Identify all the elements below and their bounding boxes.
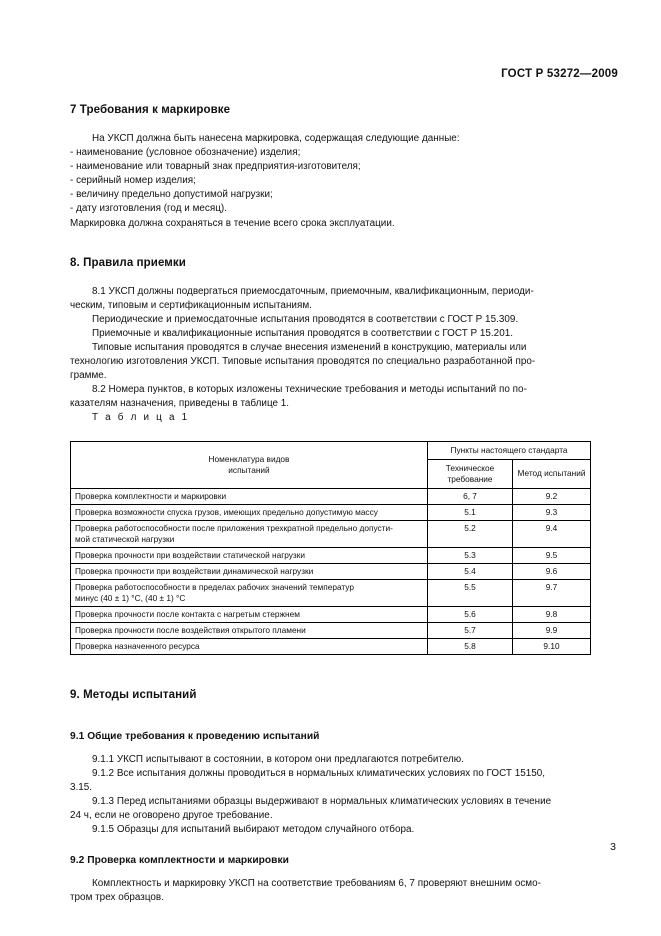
table-row	[71, 563, 591, 579]
table-cell-technical: 5.5	[428, 579, 513, 606]
table-cell-method: 9.8	[513, 606, 591, 622]
document-body	[70, 104, 590, 905]
section-8-line-9: казателям назначения, приведены в таблице 1.	[70, 398, 290, 410]
table-cell-name-line: Проверка работоспособности после приложения трехкратной предельно допусти-	[75, 522, 393, 533]
table-cell-name-line: Проверка комплектности и маркировки	[75, 490, 227, 501]
section-9-1-title: 9.1 Общие требования к проведению испытаний	[70, 730, 320, 742]
table-cell-technical: 5.1	[428, 504, 513, 520]
table-cell-method: 9.9	[513, 622, 591, 638]
section-9-2-title: 9.2 Проверка комплектности и маркировки	[70, 855, 289, 867]
section-7-title: 7 Требования к маркировке	[70, 104, 231, 116]
section-9-1-line-4: 9.1.3 Перед испытаниями образцы выдерживают в нормальных климатических условиях в течение	[92, 795, 552, 807]
table-cell-method: 9.5	[513, 547, 591, 563]
table-row	[71, 488, 591, 504]
table-cell-technical: 5.8	[428, 638, 513, 654]
table-header-row-1	[71, 441, 591, 459]
document-standard-header: ГОСТ Р 53272—2009	[501, 68, 618, 80]
section-8-line-6: технологию изготовления УКСП. Типовые испытания проводятся по специально разработанной про-	[70, 356, 536, 368]
section-8-line-1: 8.1 УКСП должны подвергаться приемосдаточным, приемочным, квалификационным, периоди-	[92, 285, 534, 297]
section-9-1-line-5: 24 ч, если не оговорено другое требование.	[70, 809, 273, 821]
table-cell-name-line: Проверка работоспособности в пределах рабочих значений температур	[75, 581, 354, 592]
table-cell-name-line: Проверка прочности при воздействии статической нагрузки	[75, 549, 305, 560]
table-cell-technical: 5.3	[428, 547, 513, 563]
spacer-after-section-7	[70, 231, 590, 257]
table-header-test-method: Метод испытаний	[513, 459, 591, 488]
table-cell-method: 9.4	[513, 520, 591, 547]
section-9-2-line-1: Комплектность и маркировку УКСП на соответствие требованиям 6, 7 проверяют внешним осмо-	[92, 878, 541, 890]
table-row	[71, 520, 591, 547]
section-9-1-line-1: 9.1.1 УКСП испытывают в состоянии, в котором они предлагаются потребителю.	[92, 753, 465, 765]
table-cell-name	[71, 504, 428, 520]
table-cell-name-line: Проверка прочности при воздействии динамической нагрузки	[75, 565, 314, 576]
table-cell-name-line: минус (40 ± 1) °С, (40 ± 1) °С	[75, 592, 186, 603]
section-9-1-paragraph	[70, 753, 590, 838]
section-7-line-7: Маркировка должна сохраняться в течение всего срока эксплуатации.	[70, 217, 395, 229]
table-cell-name	[71, 622, 428, 638]
table-row	[71, 547, 591, 563]
table-row	[71, 638, 591, 654]
spacer-after-section-9-title	[70, 717, 590, 731]
table-row	[71, 504, 591, 520]
section-7-line-2: - наименование (условное обозначение) изделия;	[70, 147, 301, 159]
page-number: 3	[610, 841, 616, 853]
section-9-1-line-3: 3.15.	[70, 781, 93, 793]
table-cell-name-line: Проверка прочности после воздействия открытого пламени	[75, 624, 306, 635]
table-1-head	[71, 441, 591, 488]
table-header-nomenclature-line-2: испытаний	[228, 464, 270, 475]
table-row	[71, 606, 591, 622]
section-8-line-3: Периодические и приемосдаточные испытания проводятся в соответствии с ГОСТ Р 15.309.	[92, 313, 519, 325]
table-cell-technical: 5.4	[428, 563, 513, 579]
table-header-nomenclature	[71, 441, 428, 488]
section-9-1-line-2: 9.1.2 Все испытания должны проводиться в нормальных климатических условиях по ГОСТ 15150,	[92, 767, 546, 779]
table-cell-method: 9.6	[513, 563, 591, 579]
table-cell-technical: 5.7	[428, 622, 513, 638]
section-8-paragraph	[70, 285, 590, 412]
section-7-line-4: - серийный номер изделия;	[70, 175, 196, 187]
table-cell-name-line: Проверка прочности после контакта с нагретым стержнем	[75, 608, 300, 619]
spacer-before-section-9-2	[70, 837, 590, 855]
table-cell-name	[71, 606, 428, 622]
section-9-1-line-6: 9.1.5 Образцы для испытаний выбирают методом случайного отбора.	[92, 823, 415, 835]
spacer-after-table	[70, 655, 590, 689]
table-cell-name	[71, 638, 428, 654]
section-9-title: 9. Методы испытаний	[70, 688, 197, 701]
table-1	[70, 441, 591, 655]
section-8-line-5: Типовые испытания проводятся в случае внесения изменений в конструкцию, материалы или	[92, 342, 527, 354]
section-7-line-1: На УКСП должна быть нанесена маркировка, содержащая следующие данные:	[92, 133, 460, 144]
section-8-line-4: Приемочные и квалификационные испытания проводятся в соответствии с ГОСТ Р 15.201.	[92, 327, 513, 339]
table-cell-technical: 5.6	[428, 606, 513, 622]
table-cell-method: 9.3	[513, 504, 591, 520]
table-cell-name-line: Проверка возможности спуска грузов, имеющих предельно допустимую массу	[75, 506, 378, 517]
table-header-group-clauses: Пункты настоящего стандарта	[428, 441, 591, 459]
table-cell-technical: 5.2	[428, 520, 513, 547]
table-header-technical-line-2: требование	[447, 473, 493, 484]
table-cell-name	[71, 579, 428, 606]
table-cell-name-line: мой статической нагрузки	[75, 533, 175, 544]
section-7-paragraph	[70, 132, 590, 231]
table-cell-name	[71, 547, 428, 563]
section-7-line-5: - величину предельно допустимой нагрузки;	[70, 189, 273, 201]
table-cell-name	[71, 520, 428, 547]
section-8-line-7: грамме.	[70, 370, 107, 382]
table-cell-name	[71, 563, 428, 579]
table-cell-technical: 6, 7	[428, 488, 513, 504]
table-header-technical-line-1: Техническое	[445, 462, 495, 473]
section-8-line-8: 8.2 Номера пунктов, в которых изложены технические требования и методы испытаний по по-	[92, 384, 527, 396]
table-cell-method: 9.7	[513, 579, 591, 606]
table-cell-method: 9.2	[513, 488, 591, 504]
section-7-line-3: - наименование или товарный знак предприятия-изготовителя;	[70, 161, 361, 173]
table-cell-method: 9.10	[513, 638, 591, 654]
spacer-before-table	[70, 423, 590, 441]
table-1-caption: Т а б л и ц а 1	[92, 411, 190, 423]
section-8-title: 8. Правила приемки	[70, 256, 186, 269]
table-row	[71, 622, 591, 638]
section-9-2-paragraph	[70, 877, 590, 905]
table-cell-name-line: Проверка назначенного ресурса	[75, 640, 200, 651]
table-header-nomenclature-line-1: Номенклатура видов	[208, 453, 290, 464]
section-9-2-line-2: тром трех образцов.	[70, 892, 164, 904]
section-7-line-6: - дату изготовления (год и месяц).	[70, 203, 227, 215]
table-row	[71, 579, 591, 606]
table-1-body	[71, 488, 591, 654]
section-8-line-2: ческим, типовым и сертификационным испытаниям.	[70, 299, 312, 311]
table-header-technical-requirement	[428, 459, 513, 488]
table-cell-name	[71, 488, 428, 504]
